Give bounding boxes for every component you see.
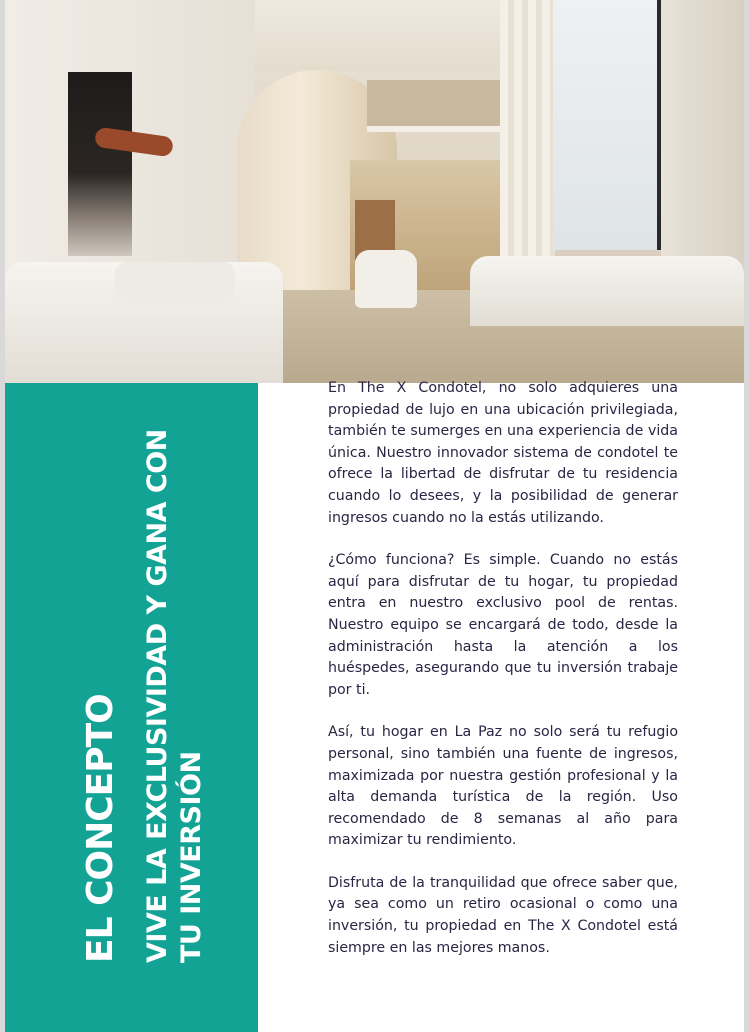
- sidebar-subtitle-line-1: VIVE LA EXCLUSIVIDAD Y GANA CON: [142, 429, 173, 963]
- photo-ceiling: [255, 0, 515, 70]
- photo-wall-right: [661, 0, 744, 300]
- concept-sidebar: [5, 383, 258, 1032]
- paragraph-how-it-works: ¿Cómo funciona? Es simple. Cuando no estás aquí para disfrutar de tu hogar, tu propiedad entra en nuestro exclusivo pool de rentas. Nuestro equipo se encargará de todo, desde la administración hasta la atención a los huéspedes, asegurando que tu inversión trabaje por ti.: [328, 552, 678, 698]
- document-page: [5, 0, 744, 1032]
- body-text: [328, 378, 678, 980]
- paragraph-income: Así, tu hogar en La Paz no solo será tu refugio personal, sino también una fuente de ingresos, maximizada por nuestra gestión profesional y la alta demanda turística de la región. Uso recomendado de 8 semanas al año para maximizar tu rendimiento.: [328, 724, 678, 849]
- photo-mezzanine: [367, 80, 507, 132]
- sidebar-title: EL CONCEPTO: [80, 694, 121, 963]
- paragraph-intro: En The X Condotel, no solo adquieres una propiedad de lujo en una ubicación privilegiada, también te sumerges en una experiencia de vida única. Nuestro innovador sistema de condotel te ofrece la libertad de disfrutar de tu residencia cuando lo desees, y la posibilidad de generar ingresos cuando no la estás utilizando.: [328, 380, 678, 526]
- hero-photo: [5, 0, 744, 383]
- photo-sofa-right: [470, 256, 744, 326]
- photo-armchair: [355, 250, 417, 308]
- paragraph-peace-of-mind: Disfruta de la tranquilidad que ofrece saber que, ya sea como un retiro ocasional o como una inversión, tu propiedad en The X Condotel está siempre en las mejores manos.: [328, 874, 678, 956]
- photo-wall-painting: [68, 72, 132, 256]
- photo-sofa-cushion: [115, 262, 235, 302]
- photo-window: [553, 0, 659, 250]
- photo-curtain: [500, 0, 555, 300]
- sidebar-subtitle-line-2: TU INVERSIÓN: [176, 751, 207, 963]
